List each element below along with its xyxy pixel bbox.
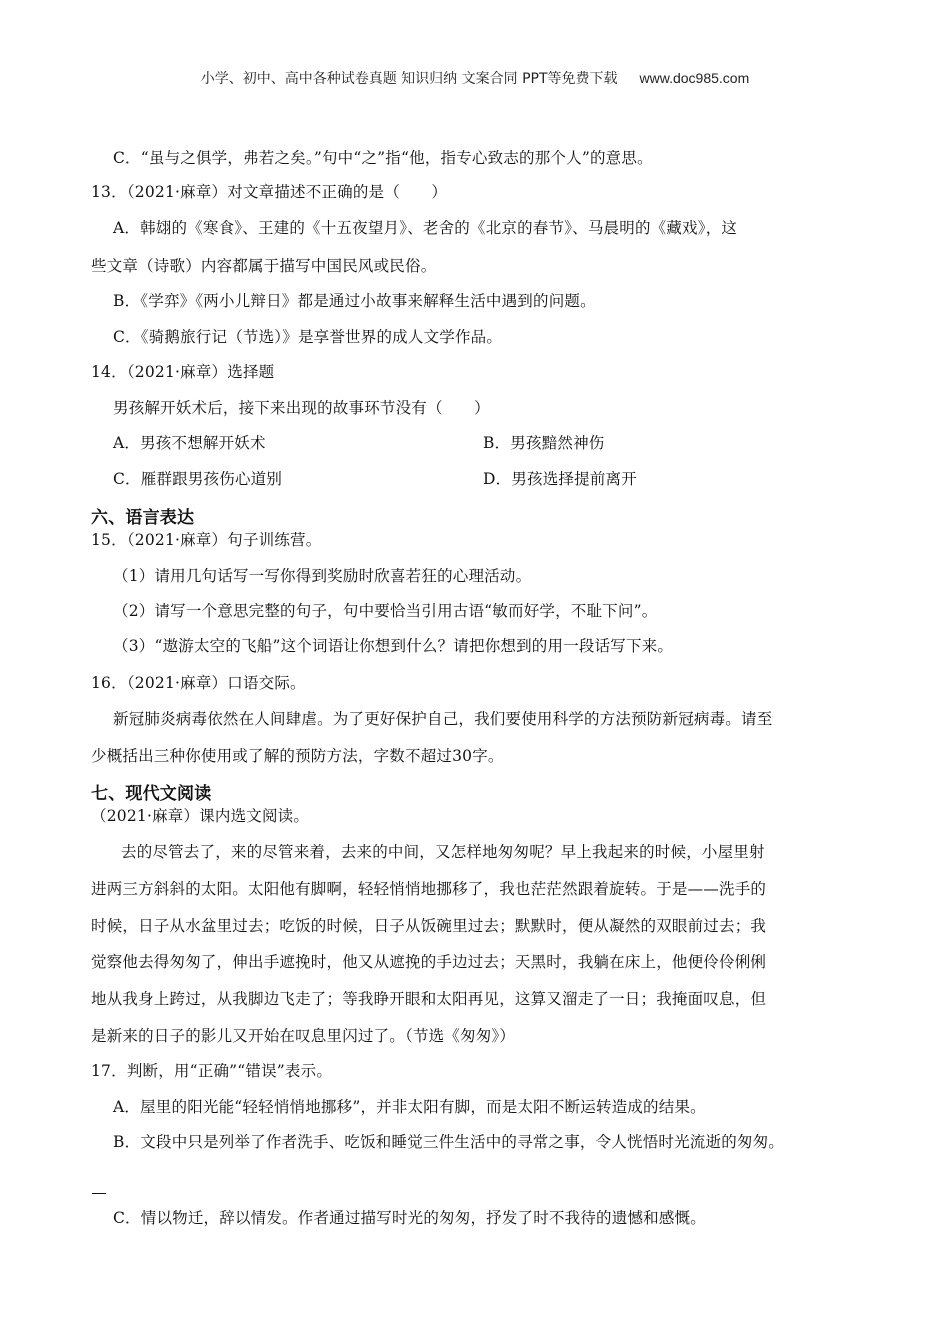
passage-line: 是新来的日子的影儿又开始在叹息里闪过了。（节选《匆匆》） [91, 1027, 516, 1045]
q14-option-a: A．男孩不想解开妖术 [113, 434, 266, 452]
q17-statement-b: B．文段中只是列举了作者洗手、吃饭和睡觉三件生活中的寻常之事，令人恍悟时光流逝的匆匆。 [113, 1133, 784, 1151]
q15-part-3: （3）“遨游太空的飞船”这个词语让你想到什么？请把你想到的用一段话写下来。 [113, 637, 674, 655]
q14-stem: 14．（2021·麻章）选择题 [91, 363, 275, 381]
q15-stem: 15．（2021·麻章）句子训练营。 [91, 531, 322, 549]
header-text: 小学、初中、高中各种试卷真题 知识归纳 文案合同 PPT等免费下载 [200, 71, 618, 87]
section-heading-7: 七、现代文阅读 [91, 784, 212, 804]
header-site: www.doc985.com [639, 70, 750, 86]
passage-line: 进两三方斜斜的太阳。太阳他有脚啊，轻轻悄悄地挪移了，我也茫茫然跟着旋转。于是——洗手的 [91, 880, 767, 898]
section-heading-6: 六、语言表达 [91, 508, 195, 528]
q13-option-a: A．韩翃的《寒食》、王建的《十五夜望月》、老舍的《北京的春节》、马晨明的《藏戏》，这 [113, 219, 738, 237]
q13-option-c: C．《骑鹅旅行记（节选）》是享誉世界的成人文学作品。 [113, 328, 503, 346]
q14-option-d: D．男孩选择提前离开 [483, 470, 637, 488]
q16-prompt-cont: 少概括出三种你使用或了解的预防方法，字数不超过30字。 [91, 747, 504, 765]
q13-option-b: B．《学弈》《两小儿辩日》都是通过小故事来解释生活中遇到的问题。 [113, 292, 596, 310]
passage-line: 时候，日子从水盆里过去；吃饭的时候，日子从饭碗里过去；默默时，便从凝然的双眼前过去；我 [91, 917, 767, 935]
q13-option-a-cont: 些文章（诗歌）内容都属于描写中国民风或民俗。 [91, 257, 437, 275]
q13-stem: 13．（2021·麻章）对文章描述不正确的是（ ） [91, 183, 448, 201]
passage-line: 去的尽管去了，来的尽管来着，去来的中间，又怎样地匆匆呢？早上我起来的时候，小屋里射 [121, 843, 765, 861]
passage-line: 觉察他去得匆匆了，伸出手遮挽时，他又从遮挽的手边过去；天黑时，我躺在床上，他便伶伶俐俐 [91, 953, 767, 971]
q14-option-c: C．雁群跟男孩伤心道别 [113, 470, 283, 488]
q16-prompt: 新冠肺炎病毒依然在人间肆虐。为了更好保护自己，我们要使用科学的方法预防新冠病毒。请至 [113, 710, 773, 728]
q15-part-2: （2）请写一个意思完整的句子，句中要恰当引用古语“敏而好学，不耻下问”。 [113, 602, 658, 620]
q14-option-b: B．男孩黯然神伤 [483, 434, 605, 452]
answer-blank [92, 1193, 106, 1194]
q15-part-1: （1）请用几句话写一写你得到奖励时欣喜若狂的心理活动。 [113, 567, 532, 585]
q16-stem: 16．（2021·麻章）口语交际。 [91, 674, 306, 692]
reading-intro: （2021·麻章）课内选文阅读。 [91, 807, 310, 825]
q12-option-c: C．“虽与之俱学，弗若之矣。”句中“之”指“他，指专心致志的那个人”的意思。 [113, 149, 653, 167]
page-header [0, 68, 950, 88]
q17-stem: 17．判断，用“正确”“错误”表示。 [91, 1062, 333, 1080]
q17-statement-c: C．情以物迁，辞以情发。作者通过描写时光的匆匆，抒发了时不我待的遗憾和感慨。 [113, 1209, 706, 1227]
passage-line: 地从我身上跨过，从我脚边飞走了；等我睁开眼和太阳再见，这算又溜走了一日；我掩面叹息，但 [91, 990, 767, 1008]
q14-question: 男孩解开妖术后，接下来出现的故事环节没有（ ） [113, 399, 490, 417]
q17-statement-a: A．屋里的阳光能“轻轻悄悄地挪移”，并非太阳有脚，而是太阳不断运转造成的结果。 [113, 1098, 706, 1116]
